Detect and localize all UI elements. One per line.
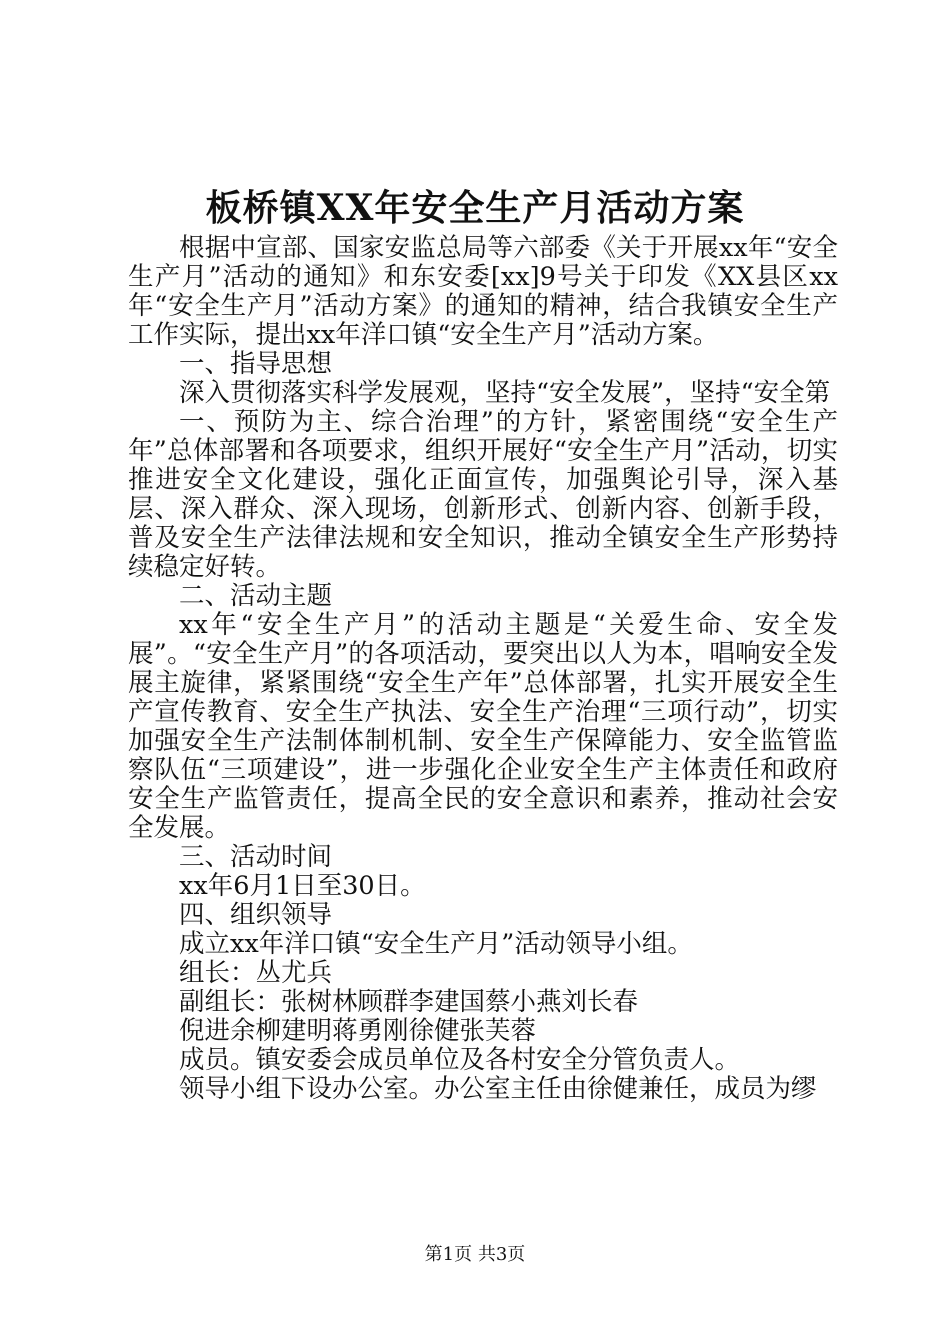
- document-body: [128, 234, 838, 1104]
- paragraph-members: 成员。镇安委会成员单位及各村安全分管负责人。: [179, 1045, 741, 1075]
- paragraph-leader: 组长：丛尤兵: [179, 958, 333, 988]
- section-heading-guiding-thought: 一、指导思想: [179, 349, 333, 379]
- paragraph-deputy-leaders: 副组长：张树林顾群李建国蔡小燕刘长春: [179, 987, 639, 1017]
- section-heading-organization: 四、组织领导: [179, 900, 333, 930]
- paragraph-intro: 根据中宣部、国家安监总局等六部委《关于开展xx年“安全生产月”活动的通知》和东安委[xx]9号关于印发《XX县区xx年“安全生产月”活动方案》的通知的精神，结合我镇安全生产工作实际，提出xx年洋口镇“安全生产月”活动方案。: [128, 233, 838, 350]
- page-number-footer: 第1页 共3页: [424, 1244, 526, 1265]
- paragraph-time: xx年6月1日至30日。: [179, 871, 426, 901]
- paragraph-guiding-thought: 深入贯彻落实科学发展观，坚持“安全发展”，坚持“安全第: [179, 378, 831, 408]
- paragraph-deputy-leaders-cont: 倪进余柳建明蒋勇刚徐健张芙蓉: [179, 1016, 537, 1046]
- section-heading-time: 三、活动时间: [179, 842, 333, 872]
- paragraph-organization: 成立xx年洋口镇“安全生产月”活动领导小组。: [179, 929, 693, 959]
- section-heading-theme: 二、活动主题: [179, 581, 333, 611]
- document-title: 板桥镇XX年安全生产月活动方案: [205, 187, 745, 229]
- paragraph-theme: xx年“安全生产月”的活动主题是“关爱生命、安全发展”。“安全生产月”的各项活动，要突出以人为本，唱响安全发展主旋律，紧紧围绕“安全生产年”总体部署，扎实开展安全生产宣传教育、安全生产执法、安全生产治理“三项行动”，切实加强安全生产法制体制机制、安全生产保障能力、安全监管监察队伍“三项建设”，进一步强化企业安全生产主体责任和政府安全生产监管责任，提高全民的安全意识和素养，推动社会安全发展。: [128, 610, 838, 843]
- paragraph-office: 领导小组下设办公室。办公室主任由徐健兼任，成员为缪: [179, 1075, 817, 1104]
- paragraph-policy: 一、预防为主、综合治理”的方针，紧密围绕“安全生产年”总体部署和各项要求，组织开展好“安全生产月”活动，切实推进安全文化建设，强化正面宣传，加强舆论引导，深入基层、深入群众、深入现场，创新形式、创新内容、创新手段，普及安全生产法律法规和安全知识，推动全镇安全生产形势持续稳定好转。: [128, 407, 838, 582]
